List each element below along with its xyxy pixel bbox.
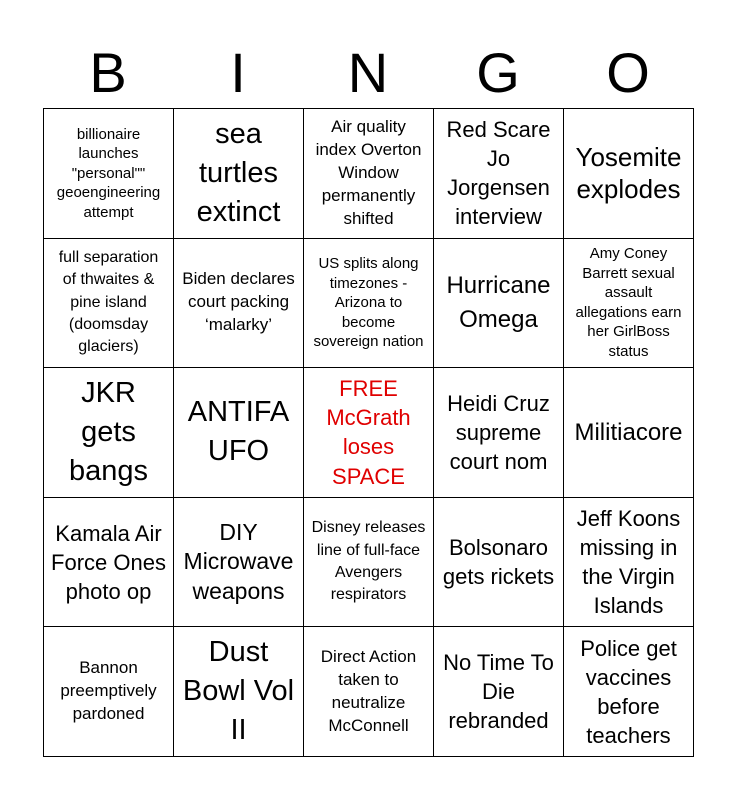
bingo-cell[interactable]: Police get vaccines before teachers [564,627,694,757]
bingo-cell[interactable]: JKR gets bangs [44,368,174,498]
header-letter-i: I [230,41,246,104]
bingo-cell[interactable]: No Time To Die rebranded [434,627,564,757]
bingo-cell[interactable]: Bolsonaro gets rickets [434,498,564,628]
bingo-cell[interactable]: DIY Microwave weapons [174,498,304,628]
bingo-cell[interactable]: Yosemite explodes [564,109,694,239]
header-letter-b: B [89,41,127,104]
bingo-cell[interactable]: Biden declares court packing ‘malarky’ [174,239,304,369]
bingo-cell[interactable]: Heidi Cruz supreme court nom [434,368,564,498]
bingo-cell[interactable]: full separation of thwaites & pine island (doomsday glaciers) [44,239,174,369]
header-letter-n: N [347,41,389,104]
bingo-cell[interactable]: Militiacore [564,368,694,498]
bingo-cell[interactable]: Air quality index Overton Window permanently shifted [304,109,434,239]
bingo-cell[interactable]: Kamala Air Force Ones photo op [44,498,174,628]
bingo-cell[interactable]: Direct Action taken to neutralize McConnell [304,627,434,757]
free-space-cell[interactable]: FREE McGrath loses SPACE [304,368,434,498]
bingo-cell[interactable]: US splits along timezones - Arizona to become sovereign nation [304,239,434,369]
bingo-header [43,38,693,108]
bingo-cell[interactable]: Amy Coney Barrett sexual assault allegations earn her GirlBoss status [564,239,694,369]
bingo-cell[interactable]: Bannon preemptively pardoned [44,627,174,757]
bingo-cell[interactable]: Hurricane Omega [434,239,564,369]
header-letter-o: O [606,41,650,104]
bingo-grid [43,108,694,757]
bingo-cell[interactable]: Dust Bowl Vol II [174,627,304,757]
bingo-cell[interactable]: Disney releases line of full-face Avengers respirators [304,498,434,628]
bingo-cell[interactable]: billionaire launches "personal"" geoengineering attempt [44,109,174,239]
bingo-cell[interactable]: ANTIFA UFO [174,368,304,498]
header-letter-g: G [476,41,520,104]
bingo-cell[interactable]: Jeff Koons missing in the Virgin Islands [564,498,694,628]
bingo-cell[interactable]: sea turtles extinct [174,109,304,239]
bingo-cell[interactable]: Red Scare Jo Jorgensen interview [434,109,564,239]
